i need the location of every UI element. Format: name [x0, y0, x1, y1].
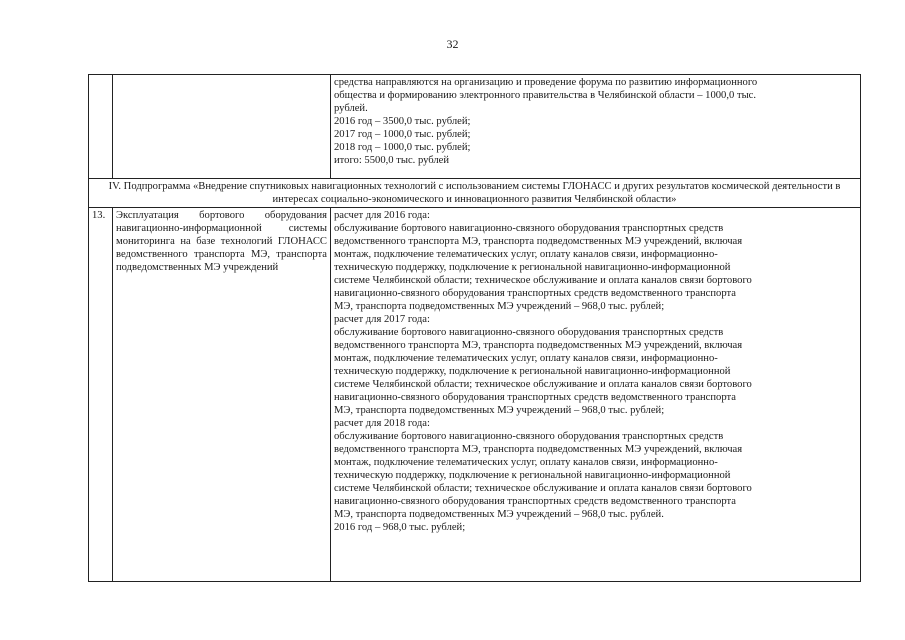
text-line: навигационно-связного оборудования транспортных средств ведомственного транспорта — [334, 392, 736, 403]
text-line: МЭ, транспорта подведомственных МЭ учреждений – 968,0 тыс. рублей. — [334, 509, 664, 520]
text-line: системе Челябинской области; техническое обслуживание и оплата каналов связи бортового — [334, 379, 752, 390]
budget-table — [88, 74, 861, 582]
row-number: 13. — [89, 208, 113, 582]
text-line: итого: 5500,0 тыс. рублей — [334, 155, 450, 166]
number-cell — [89, 75, 113, 179]
text-line: МЭ, транспорта подведомственных МЭ учреждений – 968,0 тыс. рублей; — [334, 405, 665, 416]
text-line: монтаж, подключение телематических услуг, оплату каналов связи, информационно- — [334, 457, 718, 468]
text-line: обслуживание бортового навигационно-связного оборудования транспортных средств — [334, 223, 724, 234]
text-line: 2017 год – 1000,0 тыс. рублей; — [334, 129, 471, 140]
text-line: техническую поддержку, подключение к региональной навигационно-информационной — [334, 470, 731, 481]
text-line: 2018 год – 1000,0 тыс. рублей; — [334, 142, 471, 153]
section-title: IV. Подпрограмма «Внедрение спутниковых навигационных технологий с использованием системы ГЛОНАСС и других результатов космической деятельности в интересах социально-экономического и инновационного развития Челябинской области» — [89, 179, 861, 208]
text-line: монтаж, подключение телематических услуг, оплату каналов связи, информационно- — [334, 353, 718, 364]
text-line: расчет для 2016 года: — [334, 210, 430, 221]
section-heading-row — [89, 179, 861, 208]
text-line: ведомственного транспорта МЭ, транспорта подведомственных МЭ учреждений, включая — [334, 340, 743, 351]
text-line: 2016 год – 968,0 тыс. рублей; — [334, 522, 466, 533]
text-line: ведомственного транспорта МЭ, транспорта подведомственных МЭ учреждений, включая — [334, 236, 743, 247]
text-line: общества и формированию электронного правительства в Челябинской области – 1000,0 тыс. — [334, 90, 757, 101]
text-line: навигационно-связного оборудования транспортных средств ведомственного транспорта — [334, 496, 736, 507]
text-line: обслуживание бортового навигационно-связного оборудования транспортных средств — [334, 431, 724, 442]
text-line: техническую поддержку, подключение к региональной навигационно-информационной — [334, 366, 731, 377]
text-line: средства направляются на организацию и проведение форума по развитию информационного — [334, 77, 758, 88]
calculation-cell — [331, 208, 861, 582]
name-cell — [113, 75, 331, 179]
page-number: 32 — [446, 37, 459, 51]
activity-name: Эксплуатация бортового оборудования навигационно-информационной системы мониторинга на базе технологий ГЛОНАСС ведомственного транспорта МЭ, транспорта подведомственных МЭ учреждений — [113, 208, 331, 582]
description-cell — [331, 75, 861, 179]
text-line: монтаж, подключение телематических услуг, оплату каналов связи, информационно- — [334, 249, 718, 260]
text-line: навигационно-связного оборудования транспортных средств ведомственного транспорта — [334, 288, 736, 299]
table-row-13 — [89, 208, 861, 582]
table-row-continuation — [89, 75, 861, 179]
text-line: 2016 год – 3500,0 тыс. рублей; — [334, 116, 471, 127]
text-line: расчет для 2018 года: — [334, 418, 430, 429]
text-line: МЭ, транспорта подведомственных МЭ учреждений – 968,0 тыс. рублей; — [334, 301, 665, 312]
text-line: обслуживание бортового навигационно-связного оборудования транспортных средств — [334, 327, 724, 338]
text-line: системе Челябинской области; техническое обслуживание и оплата каналов связи бортового — [334, 483, 752, 494]
text-line: расчет для 2017 года: — [334, 314, 430, 325]
text-line: ведомственного транспорта МЭ, транспорта подведомственных МЭ учреждений, включая — [334, 444, 743, 455]
text-line: рублей. — [334, 103, 368, 114]
text-line: системе Челябинской области; техническое обслуживание и оплата каналов связи бортового — [334, 275, 752, 286]
text-line: техническую поддержку, подключение к региональной навигационно-информационной — [334, 262, 731, 273]
